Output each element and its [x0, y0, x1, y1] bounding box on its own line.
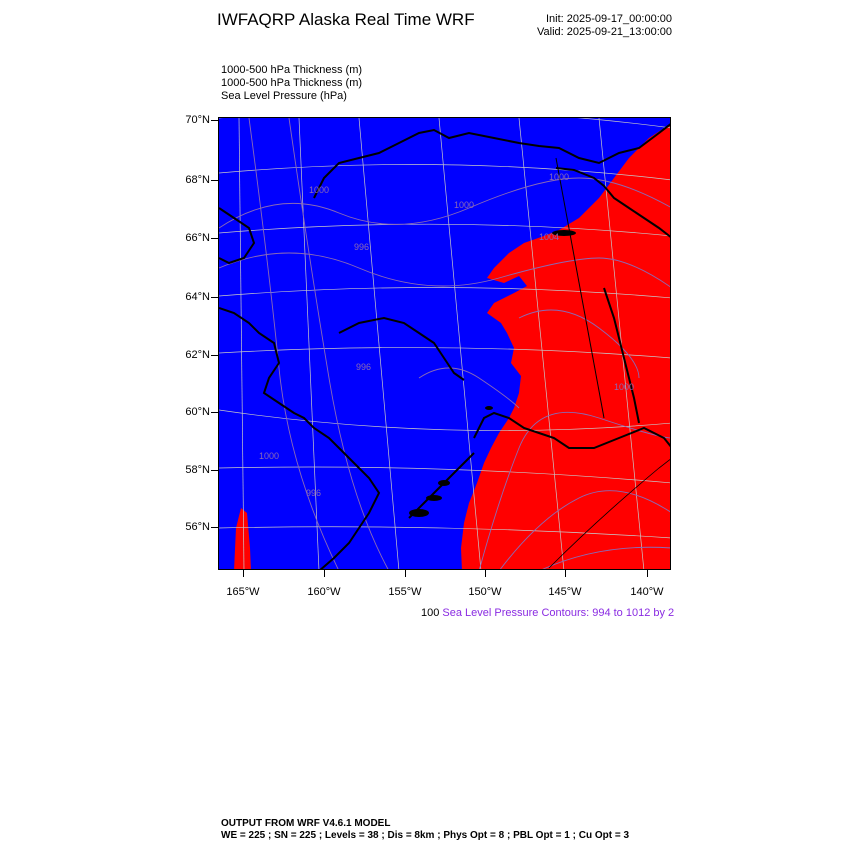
contour-label: 996	[354, 242, 370, 252]
contour-label: 1000	[259, 451, 280, 461]
contour-label: 1000	[549, 172, 570, 182]
axis-tick	[565, 570, 566, 577]
axis-tick	[211, 527, 218, 528]
lat-label: 60°N	[185, 406, 210, 418]
axis-tick	[211, 412, 218, 413]
contour-label: 996	[306, 488, 322, 498]
lon-label: 165°W	[226, 586, 260, 598]
field-label-slp: Sea Level Pressure (hPa)	[221, 90, 347, 102]
lon-label: 155°W	[388, 586, 422, 598]
axis-tick	[211, 470, 218, 471]
lat-label: 66°N	[185, 232, 210, 244]
lat-label: 64°N	[185, 291, 210, 303]
contour-legend	[421, 607, 674, 619]
axis-tick	[485, 570, 486, 577]
contour-label: 1000	[309, 185, 330, 195]
axis-tick	[211, 180, 218, 181]
lat-label: 68°N	[185, 174, 210, 186]
lat-label: 56°N	[185, 521, 210, 533]
footer-line-1: OUTPUT FROM WRF V4.6.1 MODEL	[221, 818, 391, 829]
valid-time: Valid: 2025-09-21_13:00:00	[537, 26, 672, 38]
lat-label: 70°N	[185, 114, 210, 126]
contour-legend-max: 100	[421, 607, 440, 619]
axis-tick	[211, 355, 218, 356]
lon-label: 140°W	[630, 586, 664, 598]
lat-label: 58°N	[185, 464, 210, 476]
axis-tick	[211, 297, 218, 298]
contour-label: 1000	[454, 200, 475, 210]
axis-tick	[211, 120, 218, 121]
footer-line-2: WE = 225 ; SN = 225 ; Levels = 38 ; Dis = 8km ; Phys Opt = 8 ; PBL Opt = 1 ; Cu Opt = 3	[221, 830, 630, 841]
field-label-thickness-2: 1000-500 hPa Thickness (m)	[221, 77, 363, 89]
contour-label: 1004	[539, 232, 560, 242]
axis-tick	[647, 570, 648, 577]
lon-label: 145°W	[548, 586, 582, 598]
field-label-thickness: 1000-500 hPa Thickness (m)	[221, 64, 363, 76]
map-panel	[218, 117, 671, 570]
axis-tick	[211, 238, 218, 239]
contour-label: 1000	[614, 382, 635, 392]
lat-label: 62°N	[185, 349, 210, 361]
model-footer	[221, 818, 629, 842]
axis-tick	[324, 570, 325, 577]
contour-legend-text: Sea Level Pressure Contours: 994 to 1012 by 2	[442, 607, 675, 619]
contour-label: 996	[356, 362, 372, 372]
axis-tick	[243, 570, 244, 577]
init-time: Init: 2025-09-17_00:00:00	[546, 13, 672, 25]
lon-label: 160°W	[307, 586, 341, 598]
map-canvas	[219, 118, 671, 570]
lon-label: 150°W	[468, 586, 502, 598]
map-title: IWFAQRP Alaska Real Time WRF	[217, 10, 475, 29]
axis-tick	[405, 570, 406, 577]
time-info	[537, 13, 672, 39]
